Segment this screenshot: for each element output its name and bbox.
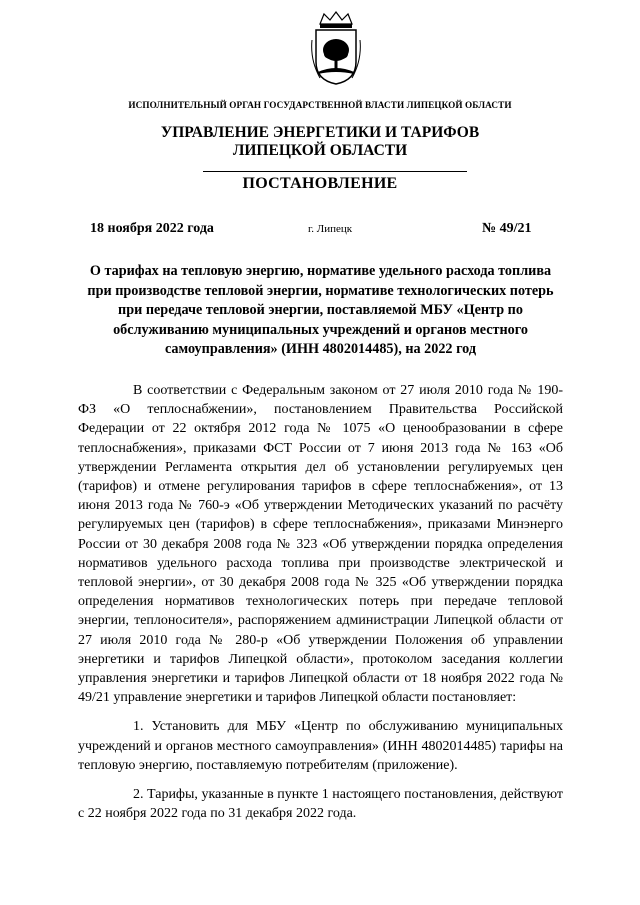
authority-name: ИСПОЛНИТЕЛЬНЫЙ ОРГАН ГОСУДАРСТВЕННОЙ ВЛАСТИ ЛИПЕЦКОЙ ОБЛАСТИ <box>128 100 512 110</box>
organization-name-line2: ЛИПЕЦКОЙ ОБЛАСТИ <box>232 142 408 159</box>
document-number: № 49/21 <box>482 221 532 236</box>
lipetsk-coat-of-arms-icon <box>310 10 362 86</box>
header-divider <box>203 171 467 172</box>
document-date: 18 ноября 2022 года <box>90 221 214 236</box>
document-body <box>78 381 563 823</box>
document-city: г. Липецк <box>308 223 353 235</box>
organization-name <box>0 124 640 160</box>
clause-2: 2. Тарифы, указанные в пункте 1 настоящего постановления, действуют с 22 ноября 2022 года по 31 декабря 2022 года. <box>78 787 563 822</box>
preamble-paragraph: В соответствии с Федеральным законом от 27 июля 2010 года № 190-ФЗ «О теплоснабжении», постановлением Правительства Российской Федерации от 22 октября 2012 года № 1075 «О ценообразовании в сфере теплоснабжения», приказами ФСТ России от 7 июня 2013 года № 163 «Об утверждении Регламента открытия дел об установлении регулируемых цен (тарифов) и отмене регулирования тарифов в сфере теплоснабжения», от 13 июня 2013 года № 760-э «Об утверждении Методических указаний по расчёту регулируемых цен (тарифов) в сфере теплоснабжения», приказами Минэнерго России от 30 декабря 2008 года № 323 «Об утверждении порядка определения нормативов удельного расхода топлива при производстве электрической и тепловой энергии», от 30 декабря 2008 года № 325 «Об утверждении порядка определения нормативов технологических потерь при передаче тепловой энергии, теплоносителя», распоряжением администрации Липецкой области от 27 июля 2010 года № 280-р «Об утверждении Положения об управлении энергетики и тарифов Липецкой области», протоколом заседания коллегии управления энергетики и тарифов Липецкой области от 18 ноября 2022 года № 49/21 управление энергетики и тарифов Липецкой области постановляет: <box>78 383 563 706</box>
clause-1: 1. Установить для МБУ «Центр по обслуживанию муниципальных учреждений и органов местного самоуправления» (ИНН 4802014485) тарифы на тепловую энергию, поставляемую потребителям (приложение). <box>78 719 563 773</box>
document-meta <box>0 221 640 241</box>
document-type: ПОСТАНОВЛЕНИЕ <box>242 175 398 192</box>
organization-name-line1: УПРАВЛЕНИЕ ЭНЕРГЕТИКИ И ТАРИФОВ <box>160 124 480 141</box>
document-title: О тарифах на тепловую энергию, нормативе удельного расхода топлива при производстве тепловой энергии, нормативе технологических потерь при передаче тепловой энергии, поставляемой МБУ «Центр по обслуживанию муниципальных учреждений и органов местного самоуправления» (ИНН 4802014485), на 2022 год <box>87 263 554 358</box>
